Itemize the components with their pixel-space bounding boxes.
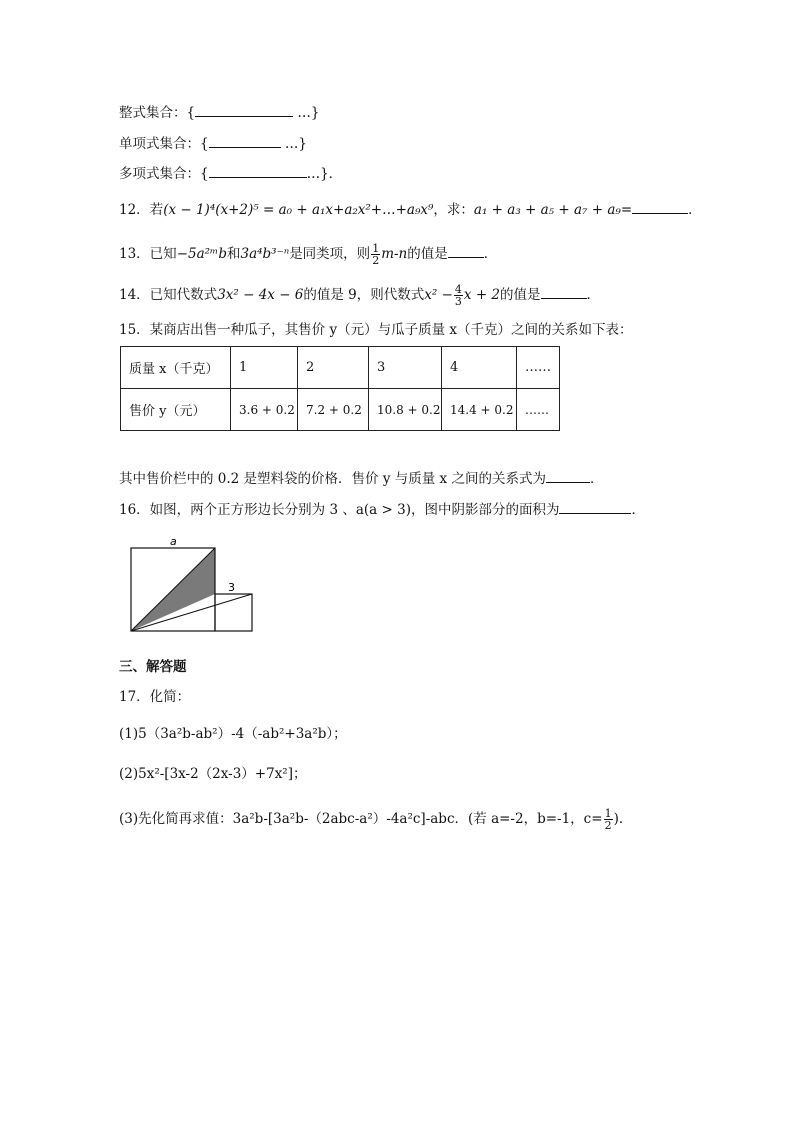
q13-and: 和 (226, 246, 241, 262)
table-cell: 10.8 + 0.2 (369, 389, 442, 431)
integer-set-blank[interactable] (195, 104, 293, 117)
q13-answer-blank[interactable] (448, 245, 484, 258)
q14-answer-blank[interactable] (541, 286, 587, 299)
q13-term2: 3a⁴b³⁻ⁿ (240, 246, 290, 262)
question-17-title: 17．化简： (119, 689, 191, 705)
question-14 (119, 284, 600, 307)
q17-frac-num: 1 (604, 807, 612, 820)
q17-part-3-end: )． (613, 811, 633, 827)
q15-note-text: 其中售价栏中的 0.2 是塑料袋的价格．售价 y 与质量 x 之间的关系式为 (119, 471, 546, 487)
q17-frac-den: 2 (604, 819, 612, 832)
table-cell: 1 (231, 347, 298, 389)
table-cell: 2 (298, 347, 369, 389)
q13-term1: −5a²ᵐb (176, 246, 227, 262)
table-header-cell: 售价 y（元） (121, 389, 231, 431)
q15-end: ． (589, 471, 604, 487)
q15-answer-blank[interactable] (546, 470, 590, 483)
monomial-set-line (119, 135, 307, 153)
q17-part-3 (119, 808, 632, 831)
q14-suffix: 的值是 (500, 287, 541, 303)
question-16 (119, 501, 645, 519)
label-3: 3 (228, 581, 235, 594)
q14-expr2-head: x² − (424, 287, 453, 303)
q12-answer-blank[interactable] (632, 201, 688, 214)
q16-text: 16．如图，两个正方形边长分别为 3 、a(a > 3)，图中阴影部分的面积为 (119, 502, 560, 518)
q12-target: a₁ + a₃ + a₅ + a₇ + a₉ (473, 202, 621, 218)
table-cell: 7.2 + 0.2 (298, 389, 369, 431)
polynomial-set-line (119, 165, 342, 183)
monomial-set-label: 单项式集合：{ (119, 136, 209, 152)
q14-expr2-tail: x + 2 (463, 287, 501, 303)
question-15-note (119, 470, 603, 488)
table-row (121, 347, 560, 389)
integer-set-line (119, 104, 319, 122)
q14-prefix: 14．已知代数式 (119, 287, 218, 303)
polynomial-set-label: 多项式集合：{ (119, 166, 209, 182)
question-13 (119, 243, 497, 266)
q12-prefix: 12．若 (119, 202, 164, 218)
q13-fraction (371, 243, 380, 266)
q14-mid: 的值是 9，则代数式 (303, 287, 425, 303)
q12-mid: ，求： (433, 202, 474, 218)
integer-set-end: …} (293, 105, 320, 121)
label-a: a (170, 536, 177, 548)
q14-frac-num: 4 (454, 283, 462, 296)
q14-frac-den: 3 (454, 295, 462, 308)
q17-part-2: (2)5x²-[3x-2（2x-3）+7x²]； (119, 766, 307, 782)
table-cell: 4 (442, 347, 517, 389)
table-row (121, 389, 560, 431)
q14-expr1: 3x² − 4x − 6 (217, 287, 304, 303)
section-heading: 三、解答题 (119, 659, 187, 675)
price-table (120, 346, 560, 431)
q12-expression: (x − 1)⁴(x+2)⁵ = a₀ + a₁x+a₂x²+…+a₉x⁹ (163, 202, 434, 218)
q17-part-1: (1)5（3a²b-ab²）-4（-ab²+3a²b）； (119, 726, 347, 742)
monomial-set-blank[interactable] (209, 135, 281, 148)
table-cell: …… (517, 347, 560, 389)
question-15-intro: 15．某商店出售一种瓜子，其售价 y（元）与瓜子质量 x（千克）之间的关系如下表： (119, 322, 633, 338)
q13-mid: 是同类项，则 (289, 246, 371, 262)
q13-prefix: 13．已知 (119, 246, 177, 262)
q12-end: ． (688, 202, 702, 218)
q13-end: ． (483, 246, 498, 262)
q13-frac-num: 1 (372, 242, 380, 255)
table-cell: 14.4 + 0.2 (442, 389, 517, 431)
polynomial-set-end: …}． (306, 166, 343, 182)
monomial-set-end: …} (280, 136, 307, 152)
q12-suffix: = (620, 202, 633, 218)
table-cell: 3 (369, 347, 442, 389)
q16-end: ． (631, 502, 645, 518)
q14-fraction (454, 284, 463, 307)
q13-frac-den: 2 (372, 254, 380, 267)
polynomial-set-blank[interactable] (209, 165, 307, 178)
q13-expr-tail: m-n (381, 246, 408, 262)
q13-suffix: 的值是 (407, 246, 448, 262)
q14-end: ． (586, 287, 601, 303)
integer-set-label: 整式集合：{ (119, 105, 196, 121)
q16-answer-blank[interactable] (559, 501, 631, 514)
table-cell: …… (517, 389, 560, 431)
table-cell: 3.6 + 0.2 (231, 389, 298, 431)
table-header-cell: 质量 x（千克） (121, 347, 231, 389)
q17-part-3-text: (3)先化简再求值：3a²b-[3a²b-（2abc-a²）-4a²c]-abc．(若 a=-2，b=-1，c= (119, 811, 603, 827)
q17-fraction (604, 808, 613, 831)
question-12 (119, 201, 702, 219)
squares-figure (128, 536, 258, 636)
